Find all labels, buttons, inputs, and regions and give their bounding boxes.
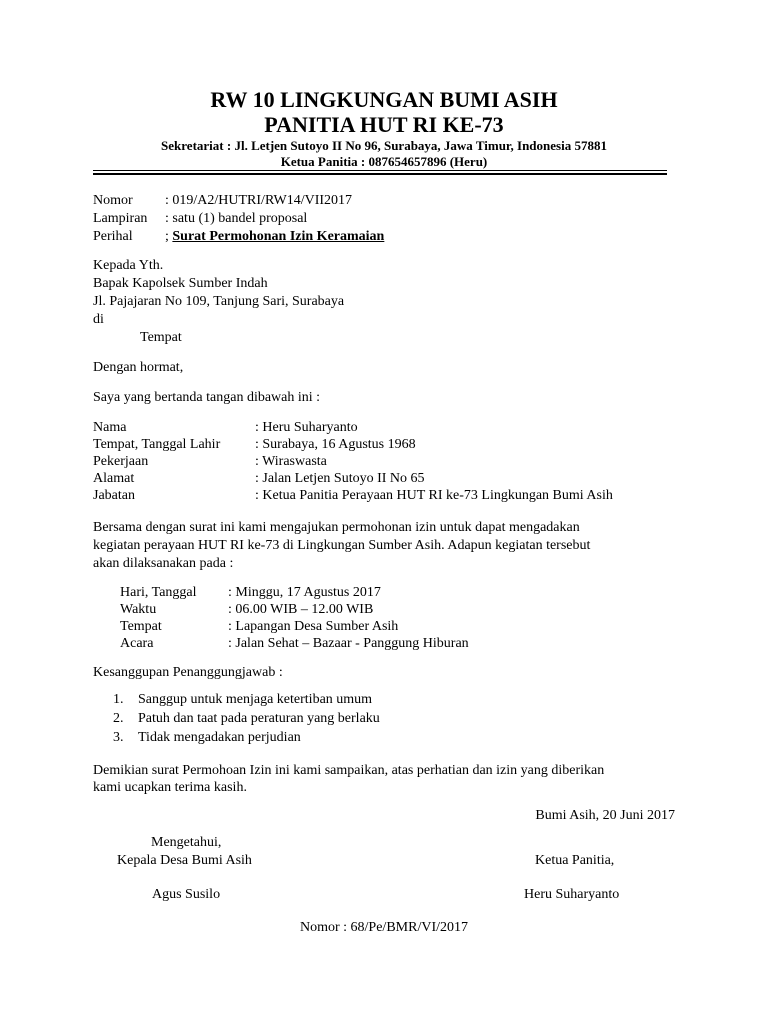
identity-value: : Wiraswasta: [255, 454, 327, 469]
closing-line-2: kami ucapkan terima kasih.: [93, 780, 247, 795]
identity-label: Alamat: [93, 471, 135, 486]
body-line-3: akan dilaksanakan pada :: [93, 556, 234, 571]
identity-label: Jabatan: [93, 488, 135, 503]
left-acknowledge: Mengetahui,: [151, 835, 222, 850]
right-signatory-title: Ketua Panitia,: [535, 853, 615, 868]
meta-label: Perihal: [93, 229, 133, 244]
event-value: : Lapangan Desa Sumber Asih: [228, 619, 399, 634]
commitment-list: [113, 690, 380, 747]
secretariat-address: Sekretariat : Jl. Letjen Sutoyo II No 96, Surabaya, Jawa Timur, Indonesia 57881: [161, 138, 607, 153]
right-signatory-name: Heru Suharyanto: [524, 887, 620, 902]
meta-label: Lampiran: [93, 211, 148, 226]
identity-value: : Ketua Panitia Perayaan HUT RI ke-73 Lingkungan Bumi Asih: [255, 488, 613, 503]
body-line-1: Bersama dengan surat ini kami mengajukan permohonan izin untuk dapat mengadakan: [93, 520, 580, 535]
meta-value: 019/A2/HUTRI/RW14/VII2017: [172, 193, 353, 208]
left-signatory-title: Kepala Desa Bumi Asih: [117, 853, 252, 868]
closing-line-1: Demikian surat Permohoan Izin ini kami sampaikan, atas perhatian dan izin yang diberikan: [93, 763, 605, 778]
list-number: 2.: [113, 711, 124, 726]
identity-label: Nama: [93, 420, 127, 435]
header-rule-thin: [93, 170, 667, 171]
date-place: Bumi Asih, 20 Juni 2017: [535, 808, 675, 823]
identity-value: : Surabaya, 16 Agustus 1968: [255, 437, 416, 452]
list-item: [113, 728, 380, 747]
event-value: : Minggu, 17 Agustus 2017: [228, 585, 381, 600]
recipient-greeting: Kepada Yth.: [93, 258, 164, 273]
header-rule-thick: [93, 173, 667, 175]
meta-value: satu (1) bandel proposal: [172, 211, 308, 226]
footer-number: Nomor : 68/Pe/BMR/VI/2017: [299, 920, 468, 935]
recipient-address: Jl. Pajajaran No 109, Tanjung Sari, Surabaya: [93, 294, 345, 309]
left-signatory-name: Agus Susilo: [152, 887, 221, 902]
identity-value: : Heru Suharyanto: [255, 420, 358, 435]
letterhead-title: RW 10 LINGKUNGAN BUMI ASIH: [210, 87, 558, 112]
list-item: [113, 690, 380, 709]
recipient-di: di: [93, 312, 104, 327]
salutation: Dengan hormat,: [93, 360, 184, 375]
meta-sep: :: [165, 211, 173, 226]
intro-text: Saya yang bertanda tangan dibawah ini :: [93, 390, 321, 405]
event-value: : 06.00 WIB – 12.00 WIB: [228, 602, 374, 617]
list-text: Tidak mengadakan perjudian: [138, 730, 301, 745]
recipient-name: Bapak Kapolsek Sumber Indah: [93, 276, 268, 291]
list-number: 3.: [113, 730, 124, 745]
identity-label: Tempat, Tanggal Lahir: [93, 437, 221, 452]
identity-value: : Jalan Letjen Sutoyo II No 65: [255, 471, 425, 486]
subject-value: Surat Permohonan Izin Keramaian: [172, 229, 385, 244]
identity-label: Pekerjaan: [93, 454, 149, 469]
chair-contact: Ketua Panitia : 087654657896 (Heru): [280, 154, 488, 169]
body-line-2: kegiatan perayaan HUT RI ke-73 di Lingkungan Sumber Asih. Adapun kegiatan tersebut: [93, 538, 591, 553]
event-value: : Jalan Sehat – Bazaar - Panggung Hiburan: [228, 636, 469, 651]
list-text: Patuh dan taat pada peraturan yang berlaku: [138, 711, 380, 726]
meta-sep: :: [165, 193, 173, 208]
event-label: Tempat: [120, 619, 162, 634]
recipient-place: Tempat: [140, 330, 182, 345]
list-number: 1.: [113, 692, 124, 707]
commitment-title: Kesanggupan Penanggungjawab :: [93, 665, 283, 680]
event-label: Waktu: [120, 602, 157, 617]
event-label: Hari, Tanggal: [120, 585, 197, 600]
list-text: Sanggup untuk menjaga ketertiban umum: [138, 692, 373, 707]
event-label: Acara: [120, 636, 154, 651]
meta-sep: ;: [165, 229, 173, 244]
meta-label: Nomor: [93, 193, 133, 208]
list-item: [113, 709, 380, 728]
letterhead-subtitle: PANITIA HUT RI KE-73: [264, 112, 504, 137]
